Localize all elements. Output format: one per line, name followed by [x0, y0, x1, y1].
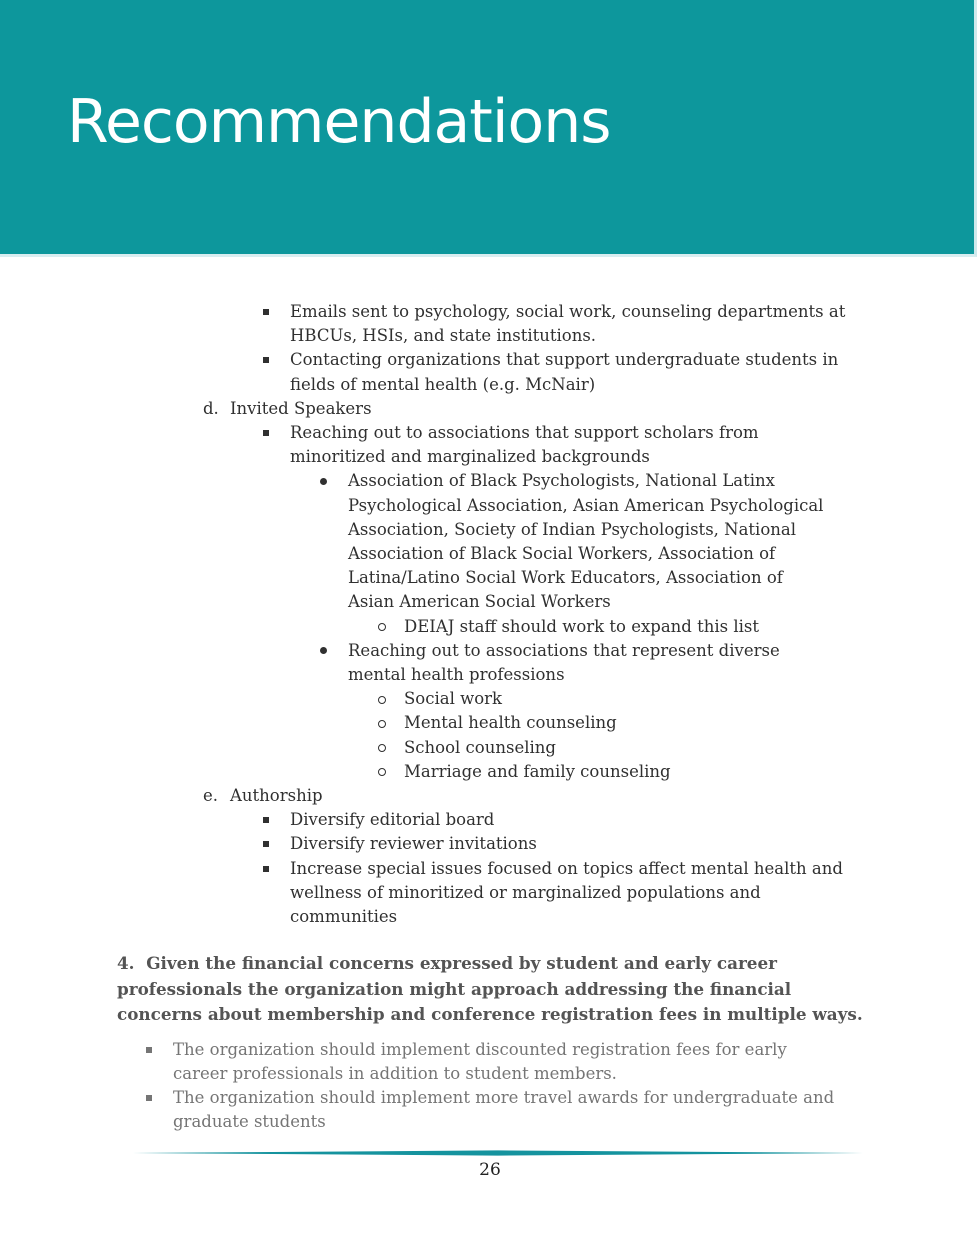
list-item [0, 687, 980, 711]
list-item-text: Mental health counseling [404, 713, 617, 733]
list-item [0, 421, 980, 469]
page-number: 26 [479, 1160, 501, 1180]
list-item-text: The organization should implement discounted registration fees for early career professionals in addition to student members. [173, 1039, 787, 1083]
page-title: Recommendations [67, 87, 611, 157]
list-item-text: Contacting organizations that support undergraduate students in fields of mental health (e.g. McNair) [290, 350, 839, 394]
list-item-text: Association of Black Psychologists, National Latinx Psychological Association, Asian American Psychological Association, Society of Indian Psychologists, National Association of Black Social Workers, Association of Latina/Latino Social Work Educators, Association of Asian American Social Workers [348, 471, 824, 612]
list-item-text: Emails sent to psychology, social work, counseling departments at HBCUs, HSIs, and state institutions. [290, 302, 846, 346]
bullet-disc-icon [320, 647, 327, 654]
list-item-text: Diversify reviewer invitations [290, 834, 537, 854]
list-item-text: School counseling [404, 737, 556, 757]
list-item-text: Diversify editorial board [290, 810, 495, 830]
bullet-square-icon [263, 357, 269, 363]
list-letter: d. [203, 398, 219, 418]
bullet-circle-icon [378, 744, 386, 752]
recommendation-bullet-list [0, 1038, 980, 1135]
list-item-text: Authorship [230, 786, 323, 806]
list-item [0, 300, 980, 348]
list-item [0, 469, 980, 614]
list-item [0, 1086, 980, 1134]
bullet-disc-icon [320, 478, 327, 485]
list-item-lettered [0, 784, 980, 808]
list-item-text: Reaching out to associations that support scholars from minoritized and marginalized backgrounds [290, 423, 759, 467]
list-item [0, 760, 980, 784]
list-item-text: Reaching out to associations that represent diverse mental health professions [348, 640, 780, 685]
list-item [0, 857, 980, 930]
list-item [0, 736, 980, 760]
header-banner [0, 0, 977, 257]
numbered-paragraph: 4. Given the financial concerns expressed by student and early career professionals the organization might approach addressing the financial concerns about membership and conference registration fees in multiple ways. [117, 953, 863, 1025]
bullet-square-icon [263, 817, 269, 823]
list-item [0, 348, 980, 396]
list-item-text: DEIAJ staff should work to expand this list [404, 616, 760, 636]
list-item-text: Invited Speakers [230, 398, 372, 418]
footer-divider [133, 1150, 863, 1156]
bullet-circle-icon [378, 623, 386, 631]
list-item-lettered [0, 397, 980, 421]
list-item [0, 711, 980, 735]
list-item [0, 639, 980, 687]
list-item-text: Marriage and family counseling [404, 761, 671, 781]
bullet-square-icon [263, 866, 269, 872]
list-item-text: Increase special issues focused on topics affect mental health and wellness of minoritized or marginalized populations and communities [290, 858, 843, 927]
list-item-text: The organization should implement more travel awards for undergraduate and graduate students [173, 1087, 835, 1132]
bullet-square-icon [146, 1047, 152, 1053]
bullet-square-icon [263, 309, 269, 315]
list-item [0, 832, 980, 856]
list-letter: e. [203, 786, 219, 806]
list-item [0, 615, 980, 639]
bullet-square-icon [263, 841, 269, 847]
bullet-circle-icon [378, 720, 386, 728]
bullet-square-icon [263, 430, 269, 436]
bullet-circle-icon [378, 696, 386, 704]
list-item [0, 1038, 980, 1086]
list-item-text: Social work [404, 689, 503, 709]
bullet-circle-icon [378, 768, 386, 776]
slide-body [0, 300, 980, 1134]
bullet-square-icon [146, 1095, 152, 1101]
list-item [0, 808, 980, 832]
